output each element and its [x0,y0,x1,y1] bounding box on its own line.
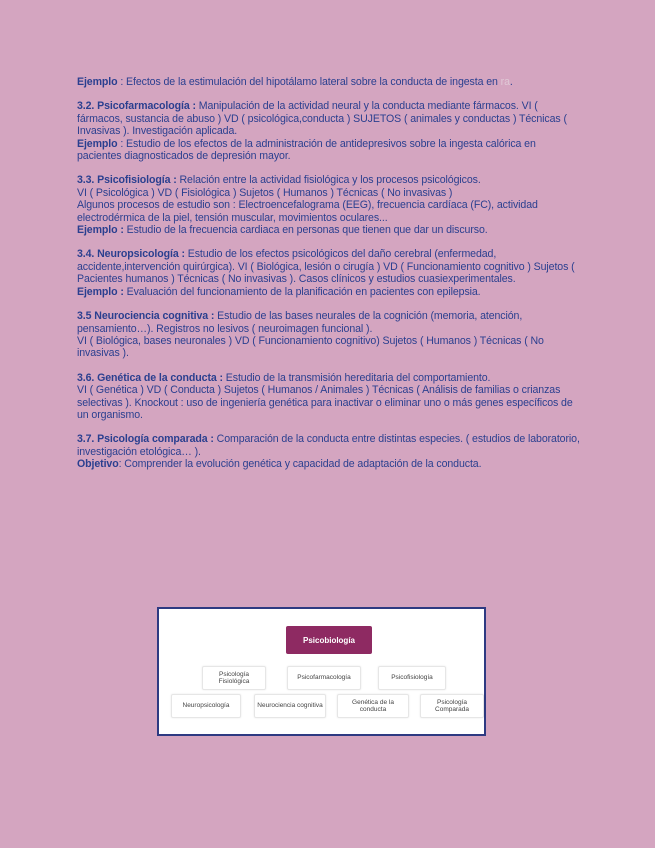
example-text: : Estudio de los efectos de la administración de antidepresivos sobre la ingesta calórica en pacientes diagnosticados de depresión mayor. [77,137,536,163]
intro-faded-text: ra [500,76,510,88]
section-genetica-conducta [77,372,582,422]
section-text: Relación entre la actividad fisiológica y los procesos psicológicos. [176,174,481,187]
example-text: Estudio de la frecuencia cardiaca en personas que tienen que dar un discurso. [123,224,488,237]
objective-label: Objetivo [77,458,119,471]
psicobiologia-diagram [157,607,486,736]
section-heading: 3.3. Psicofisiología : [77,174,177,187]
section-neurociencia-cognitiva [77,310,582,360]
section-heading: 3.2. Psicofarmacología : [77,100,196,113]
section-heading: 3.7. Psicología comparada : [77,433,214,446]
intro-end: . [509,76,513,88]
diagram-node: Psicología Comparada [420,694,484,718]
section-text: VI ( Psicológica ) VD ( Fisiológica ) Sujetos ( Humanos ) Técnicas ( No invasivas ) [77,186,453,199]
section-heading: 3.4. Neuropsicología : [77,248,185,261]
section-psicologia-comparada [77,433,582,470]
diagram-node: Psicofarmacología [287,666,361,690]
example-text: Evaluación del funcionamiento de la planificación en pacientes con epilepsia. [123,285,481,298]
diagram-node: Neurociencia cognitiva [254,694,326,718]
diagram-node: Psicología Fisiológica [202,666,266,690]
section-text: Estudio de las bases neurales de la cognición (memoria, atención, pensamiento…). Registros no lesivos ( neuroimagen funcional ). [77,310,523,335]
intro-label: Ejemplo [77,76,118,88]
section-psicofarmacologia [77,100,582,162]
document-body [77,76,582,483]
example-label: Ejemplo : [77,285,124,298]
section-text: Algunos procesos de estudio son : Electroencefalograma (EEG), frecuencia cardíaca (FC), actividad electrodérmica de la piel, tensión muscular, movimientos oculares... [77,199,538,224]
objective-text: : Comprender la evolución genética y capacidad de adaptación de la conducta. [118,458,482,471]
section-text: Manipulación de la actividad neural y la conducta mediante fármacos. VI ( fármacos, sustancia de abuso ) VD ( psicológica,conducta ) SUJETOS ( animales y conductas ) Técnicas ( Invasivas ). Investigación aplicada. [77,100,567,138]
section-heading: 3.6. Genética de la conducta : [77,371,223,384]
section-neuropsicologia [77,248,582,298]
diagram-node: Psicofisiología [378,666,446,690]
section-psicofisiologia [77,174,582,236]
intro-paragraph [77,76,582,88]
example-label: Ejemplo [77,137,118,150]
example-label: Ejemplo : [77,224,124,237]
intro-text: : Efectos de la estimulación del hipotálamo lateral sobre la conducta de ingesta en [117,76,501,88]
diagram-node: Genética de la conducta [337,694,409,718]
section-text: Comparación de la conducta entre distintas especies. ( estudios de laboratorio, investigación etológica… ). [77,433,580,458]
diagram-node: Neuropsicología [171,694,241,718]
section-text: Estudio de los efectos psicológicos del daño cerebral (enfermedad, accidente,intervención quirúrgica). VI ( Biológica, lesión o cirugía ) VD ( Funcionamiento cognitivo ) Sujetos ( Pacientes humanos ) Técnicas ( No invasivas ). Casos clínicos y estudios cuasiexperimentales. [77,248,575,286]
diagram-root-node: Psicobiología [286,626,372,654]
section-text: Estudio de la transmisión hereditaria del comportamiento. [222,371,491,384]
section-heading: 3.5 Neurociencia cognitiva : [77,310,215,323]
section-text: VI ( Genética ) VD ( Conducta ) Sujetos ( Humanos / Animales ) Técnicas ( Análisis de familias o crianzas selectivas ). Knockout : uso de ingeniería genética para inactivar o eliminar uno o más genes específicos de un organismo. [77,384,573,421]
section-text: VI ( Biológica, bases neuronales ) VD ( Funcionamiento cognitivo) Sujetos ( Humanos ) Técnicas ( No invasivas ). [77,334,544,360]
